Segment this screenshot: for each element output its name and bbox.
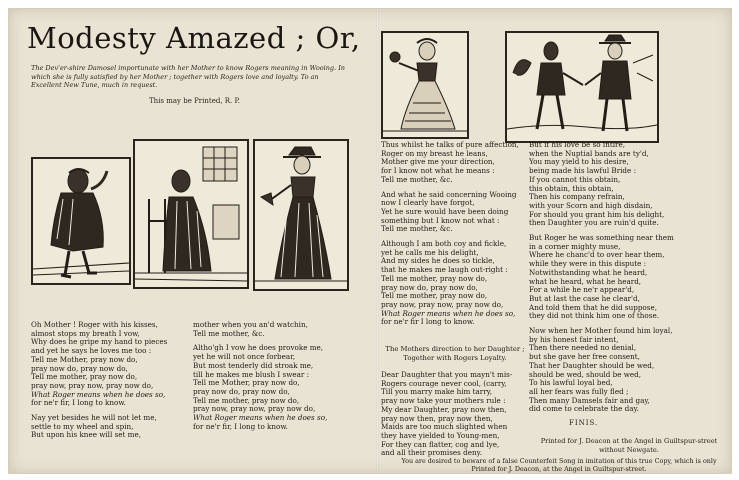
verse-column-1 (31, 321, 167, 440)
verse-line: But upon his knee will set me, (31, 430, 142, 440)
verse-line: what he heard, what he heard, (529, 276, 642, 286)
verse-line: What Roger means when he does so, (381, 308, 516, 318)
lady-with-flower-woodcut (381, 31, 469, 139)
verse-line: Notwithstanding what he heard, (529, 267, 648, 277)
verse-line: What Roger means when he does so, (193, 413, 328, 423)
verse-line: But most tenderly did stroak me, (193, 360, 314, 370)
verse-column-3b (381, 371, 512, 458)
verse-line: What Roger means when he does so, (31, 389, 166, 399)
verse-line: Tell me mother, &c. (381, 174, 453, 184)
verse-line: For they can flatter, cog and lye, (381, 439, 500, 449)
verse-line: for ne'r fir I long to know. (381, 317, 475, 327)
seated-maid-woodcut (133, 139, 249, 289)
verse-line: now I clearly have forgot, (381, 198, 475, 208)
broadside-sheet (8, 8, 732, 474)
verse-line: for I know not what he means : (381, 166, 495, 176)
verse-line: pray now, pray now, pray now do, (381, 299, 504, 309)
verse-line: yet he will not once forbear, (193, 352, 296, 362)
verse-line: Roger on my breast he leans, (381, 148, 488, 158)
verse-line: Oh Mother ! Roger with his kisses, (31, 320, 158, 329)
verse-line: And what he said concerning Wooing (381, 189, 517, 199)
verse-line: Rogers courage never cool, (carry, (381, 378, 507, 388)
verse-line: with your Scorn and high disdain, (529, 200, 653, 210)
verse-line: And told them that he did suppose, (529, 302, 657, 312)
verse-line: they have yielded to Young-men, (381, 430, 500, 440)
verse-line: Dear Daughter that you mayn't mis- (381, 370, 513, 379)
counterfeit-warning: You are desired to beware of a false Counterfeit Song in imitation of this true Copy, which is only Printed for J. Deacon, at the Angel in Guiltspur-street. (401, 457, 717, 473)
verse-line: pray now, pray now, pray now do, (31, 380, 154, 390)
verse-line: Till you marry make him tarry, (381, 387, 493, 397)
verse-line: My dear Daughter, pray now then, (381, 404, 507, 414)
printer-imprint: Printed for J. Deacon at the Angel in Guiltspur-street without Newgate. (540, 437, 718, 454)
verse-line: they did not think him one of those. (529, 311, 659, 321)
verse-line: pray now do, pray now do, (193, 386, 290, 396)
verse-line: Yet he sure would have been doing (381, 206, 509, 216)
license-line: This may be Printed, R. P. (149, 97, 240, 105)
verse-line: pray now then, pray now then, (381, 413, 493, 423)
verse-line: Tell me Mother, pray now do, (31, 354, 138, 364)
verse-line: Tell me mother, pray now do, (381, 291, 488, 301)
verse-line: but she gave her free consent, (529, 352, 640, 362)
verse-line: and all their promises deny. (381, 448, 483, 458)
verse-line: while they were in this dispute : (529, 259, 647, 269)
verse-line: To his lawful loyal bed, (529, 378, 613, 388)
verse-line: Then many Damsels fair and gay, (529, 395, 650, 405)
verse-line: when the Nuptial bands are ty'd, (529, 148, 649, 158)
verse-line: Nay yet besides he will not let me, (31, 413, 157, 423)
verse-line: Then there needed no denial, (529, 343, 637, 353)
verse-line: should be wed, should be wed, (529, 369, 642, 379)
verse-line: being made his lawful Bride : (529, 166, 636, 176)
verse-line: settle to my wheel and spin, (31, 421, 134, 431)
verse-line: something but I know not what : (381, 215, 500, 225)
verse-line: Tell me mother, &c. (381, 224, 453, 234)
verse-line: Tell me Mother, pray now do, (193, 378, 300, 388)
verse-line: But at last the case he clear'd, (529, 293, 640, 303)
verse-column-2 (193, 321, 327, 431)
verse-line: Thus whilst he talks of pure affection, (381, 140, 519, 149)
mothers-direction-heading: The Mothers direction to her Daughter ; Together with Rogers Loyalty. (385, 345, 525, 362)
verse-line: But Roger he was something near them (529, 233, 674, 243)
verse-line: pray now, pray now, pray now do, (193, 404, 316, 414)
verse-line: pray now take your mothers rule : (381, 396, 506, 406)
verse-line: If you cannot this obtain, (529, 174, 621, 184)
verse-line: for ne'r fir, I long to know. (193, 421, 288, 431)
verse-column-3 (381, 141, 519, 327)
verse-line: this obtain, this obtain, (529, 183, 614, 193)
verse-line: pray now do, pray now do, (381, 282, 478, 292)
verse-line: for ne'r fir, I long to know. (31, 398, 126, 408)
verse-line: Although I am both coy and fickle, (381, 239, 507, 249)
verse-line: all her fears was fully fled ; (529, 386, 629, 396)
finis-mark: FINIS. (569, 419, 599, 427)
verse-line: Then his company refrain, (529, 192, 625, 202)
verse-line: Altho'gh I vow he does provoke me, (193, 343, 324, 353)
verse-line: almost stops my breath I vow, (31, 328, 140, 338)
verse-line: For should you grant him his delight, (529, 209, 665, 219)
verse-line: That her Daughter should be wed, (529, 360, 655, 370)
verse-line: And my sides he does so tickle, (381, 256, 495, 266)
couple-holding-hands-woodcut (505, 31, 659, 143)
verse-line: did come to celebrate the day. (529, 404, 639, 414)
verse-column-4 (529, 141, 674, 414)
verse-line: Mother give me your direction, (381, 157, 495, 167)
verse-line: and yet he says he loves me too : (31, 346, 152, 356)
verse-line: Maids are too much slighted when (381, 422, 508, 432)
verse-line: But if his love be so intire, (529, 140, 625, 149)
center-fold (376, 9, 379, 473)
verse-line: You may yield to his desire, (529, 157, 629, 167)
verse-line: pray now do, pray now do, (31, 363, 128, 373)
verse-line: then Daughter you are ruin'd quite. (529, 218, 659, 228)
lady-with-fan-woodcut (253, 139, 349, 291)
verse-line: Now when her Mother found him loyal, (529, 326, 673, 336)
verse-line: by his honest fair intent, (529, 334, 619, 344)
verse-line: Why does he gripe my hand to pieces (31, 337, 168, 347)
verse-line: Tell me mother, &c. (193, 328, 265, 338)
verse-line: yet he calls me his delight, (381, 247, 479, 257)
verse-line: Tell me mother, pray now do, (381, 273, 488, 283)
ballad-title: Modesty Amazed ; Or, (27, 21, 361, 55)
verse-line: mother when you an'd watchin, (193, 320, 308, 329)
verse-line: till he makes me blush I swear : (193, 369, 310, 379)
verse-line: For a while he ne'r appear'd, (529, 285, 635, 295)
man-in-cloak-woodcut (31, 157, 131, 285)
verse-line: Tell me mother, pray now do, (31, 372, 138, 382)
ballad-subtitle: The Dev'er-shire Damosel importunate with her Mother to know Rogers meaning in Wooing. In which she is fully satisfied by her Mother ; together with Rogers love and loyalty. To an Excellent New Tune, much in request. (31, 64, 345, 89)
verse-line: Where he chanc'd to over hear them, (529, 250, 665, 260)
verse-line: Tell me mother, pray now do, (193, 395, 300, 405)
verse-line: that he makes me laugh out-right : (381, 265, 508, 275)
verse-line: in a corner mighty muse, (529, 241, 621, 251)
